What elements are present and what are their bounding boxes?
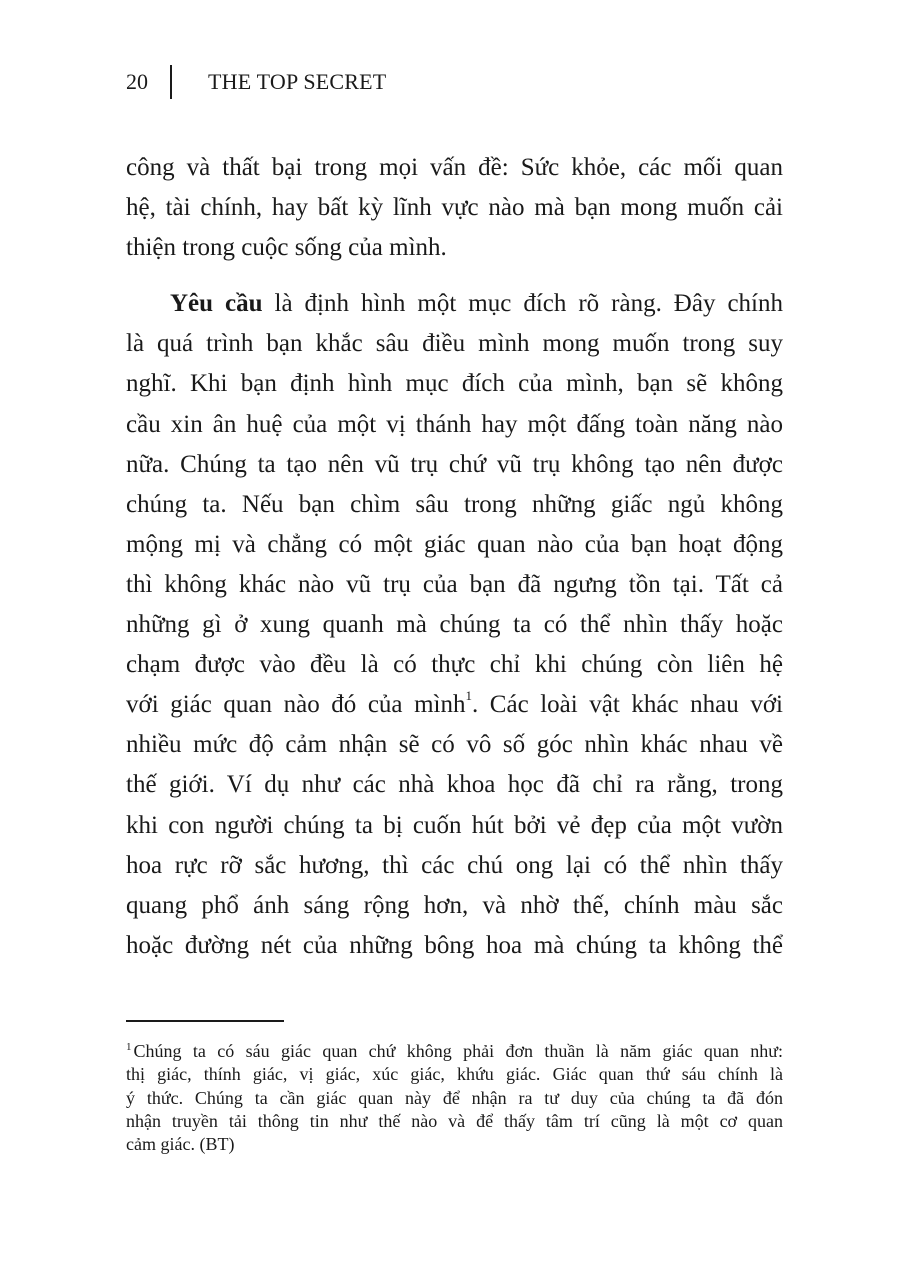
- body-text: [126, 148, 783, 966]
- text-line: hoa rực rỡ sắc hương, thì các chú ong lại có thể nhìn thấy: [126, 851, 783, 879]
- text-line: cầu xin ân huệ của một vị thánh hay một đấng toàn năng nào: [126, 410, 783, 438]
- text-line: [126, 685, 783, 725]
- book-title: THE TOP SECRET: [208, 69, 387, 94]
- bold-term: Yêu cầu: [170, 290, 263, 318]
- running-header: [126, 64, 386, 100]
- page-number: 20: [126, 69, 148, 94]
- text-line: hệ, tài chính, hay bất kỳ lĩnh vực nào mà bạn mong muốn cải: [126, 194, 783, 222]
- footnote-line: nhận truyền tải thông tin như thế nào và để thấy tâm trí cũng là một cơ quan: [126, 1110, 783, 1131]
- footnote-marker: 1: [126, 1041, 132, 1053]
- text-line: khi con người chúng ta bị cuốn hút bởi vẻ đẹp của một vườn: [126, 811, 783, 839]
- text-fragment: . Các loài vật khác nhau với: [471, 691, 783, 719]
- text-line: chúng ta. Nếu bạn chìm sâu trong những giấc ngủ không: [126, 490, 783, 518]
- text-line: hoặc đường nét của những bông hoa mà chúng ta không thể: [126, 931, 783, 959]
- text-line: là quá trình bạn khắc sâu điều mình mong muốn trong suy: [126, 330, 783, 358]
- paragraph-1: [126, 148, 783, 268]
- text-fragment: là định hình một mục đích rõ ràng. Đây chính: [262, 290, 783, 318]
- paragraph-2: [126, 284, 783, 966]
- paragraph-gap: [126, 268, 783, 284]
- footnote: [126, 1040, 783, 1156]
- text-line: quang phổ ánh sáng rộng hơn, và nhờ thế, chính màu sắc: [126, 891, 783, 919]
- footnote-line: thị giác, thính giác, vị giác, xúc giác, khứu giác. Giác quan thứ sáu chính là: [126, 1064, 783, 1085]
- text-fragment: Chúng ta có sáu giác quan chứ không phải đơn thuần là năm giác quan như:: [133, 1041, 783, 1061]
- text-line: nghĩ. Khi bạn định hình mục đích của mình, bạn sẽ không: [126, 370, 783, 398]
- text-fragment: với giác quan nào đó của mình: [126, 691, 466, 719]
- text-line: nhiều mức độ cảm nhận sẽ có vô số góc nhìn khác nhau về: [126, 731, 783, 759]
- text-line: công và thất bại trong mọi vấn đề: Sức khỏe, các mối quan: [126, 154, 783, 181]
- footnote-line: ý thức. Chúng ta cần giác quan này để nhận ra tư duy của chúng ta đã đón: [126, 1087, 783, 1108]
- header-divider: [170, 65, 172, 99]
- text-line: chạm được vào đều là có thực chỉ khi chúng còn liên hệ: [126, 651, 783, 679]
- footnote-separator: [126, 1020, 284, 1022]
- text-line: thiện trong cuộc sống của mình.: [126, 234, 447, 262]
- text-line: thế giới. Ví dụ như các nhà khoa học đã chỉ ra rằng, trong: [126, 771, 783, 799]
- text-line: những gì ở xung quanh mà chúng ta có thể nhìn thấy hoặc: [126, 611, 783, 639]
- text-line: mộng mị và chẳng có một giác quan nào của bạn hoạt động: [126, 530, 783, 558]
- footnote-line: cảm giác. (BT): [126, 1134, 235, 1155]
- footnote-line: [126, 1040, 783, 1063]
- text-line: nữa. Chúng ta tạo nên vũ trụ chứ vũ trụ không tạo nên được: [126, 450, 783, 478]
- text-line: thì không khác nào vũ trụ của bạn đã ngưng tồn tại. Tất cả: [126, 570, 783, 598]
- footnote-reference: 1: [465, 688, 472, 704]
- text-line: [126, 284, 783, 324]
